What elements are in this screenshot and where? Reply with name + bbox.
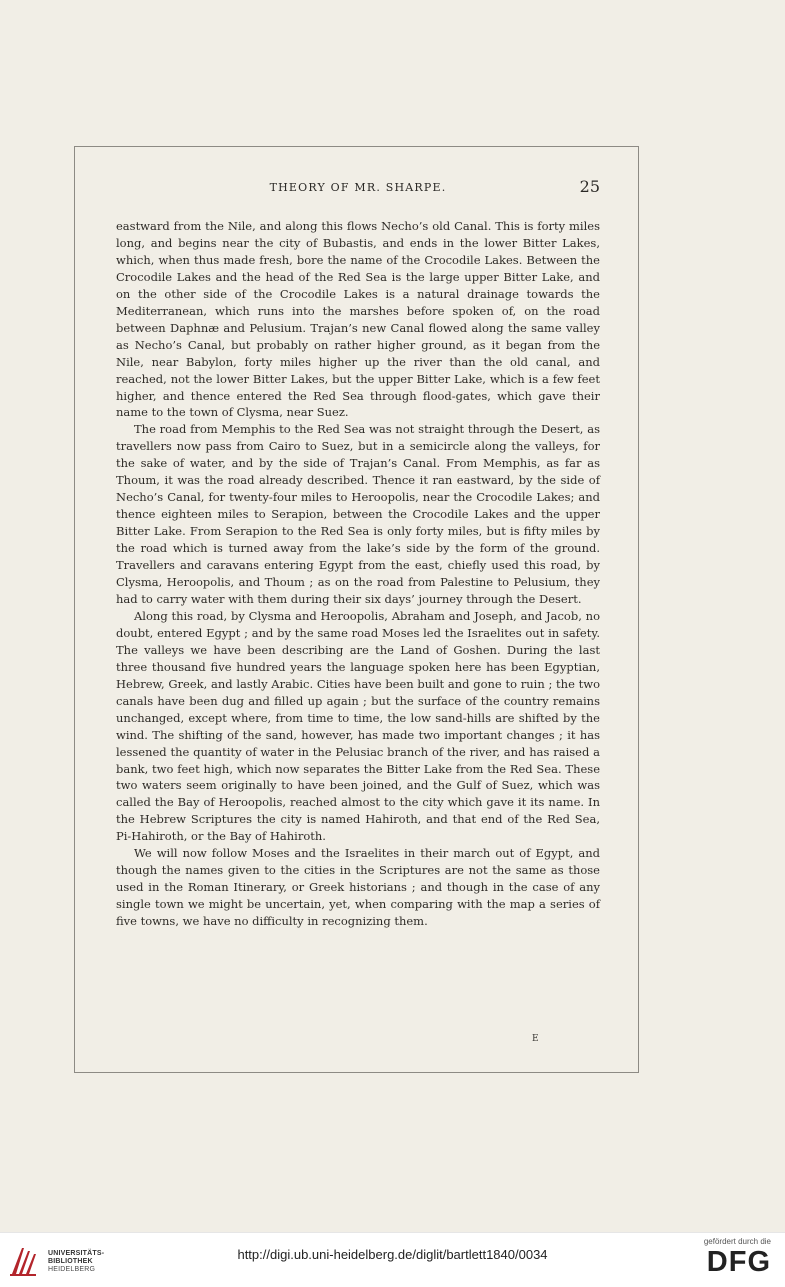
viewer-footer [0, 1232, 785, 1287]
permalink-url[interactable]: http://digi.ub.uni-heidelberg.de/diglit/bartlett1840/0034 [237, 1247, 548, 1262]
paragraph: The road from Memphis to the Red Sea was not straight through the Desert, as travellers now pass from Cairo to Suez, but in a semicircle along the valleys, for the sake of water, and by the side of Trajan’s Canal. From Memphis, as far as Thoum, it was the road already described. Thence it ran eastward, by the side of Necho’s Canal, for twenty-four miles to Heroopolis, near the Crocodile Lakes; and thence eighteen miles to Serapion, between the Crocodile Lakes and the upper Bitter Lake. From Serapion to the Red Sea is only forty miles, but is fifty miles by the road which is turned away from the lake’s side by the form of the ground. Travellers and caravans entering Egypt from the east, chiefly used this road, by Clysma, Heroopolis, and Thoum ; as on the road from Palestine to Pelusium, they had to carry water with them during their six days’ journey through the Desert. [116, 422, 600, 606]
running-head: THEORY OF MR. SHARPE. [269, 181, 447, 194]
library-name-line: BIBLIOTHEK [48, 1258, 93, 1265]
signature-mark: E [532, 1034, 540, 1044]
supported-by-label: gefördert durch die [703, 1237, 771, 1246]
body-text [116, 218, 600, 930]
page-header [116, 177, 600, 201]
page-number: 25 [579, 177, 600, 196]
dfg-logo[interactable] [689, 1237, 771, 1283]
library-name-line: HEIDELBERG [48, 1266, 96, 1273]
paragraph: eastward from the Nile, and along this flows Necho’s old Canal. This is forty miles long, and begins near the city of Bubastis, and ends in the lower Bitter Lakes, which, when thus made fresh, bore the name of the Crocodile Lakes. Between the Crocodile Lakes and the head of the Red Sea is the large upper Bitter Lake, and on the other side of the Crocodile Lakes is a natural drainage towards the Mediterranean, which runs into the marshes before spoken of, on the road between Daphnæ and Pelusium. Trajan’s new Canal flowed along the same valley as Necho’s Canal, but probably on rather higher ground, as it began from the Nile, near Babylon, forty miles higher up the river than the old canal, and reached, not the lower Bitter Lakes, but the upper Bitter Lake, which is a few feet higher, and thence entered the Red Sea through flood-gates, which gave their name to the town of Clysma, near Suez. [116, 219, 600, 420]
paragraph: We will now follow Moses and the Israelites in their march out of Egypt, and though the names given to the cities in the Scriptures are not the same as those used in the Roman Itinerary, or Greek historians ; and though in the case of any single town we might be uncertain, yet, when comparing with the map a series of five towns, we have no difficulty in recognizing them. [116, 846, 600, 929]
library-name-line: UNIVERSITÄTS- [48, 1250, 105, 1257]
paragraph: Along this road, by Clysma and Heroopolis, Abraham and Joseph, and Jacob, no doubt, entered Egypt ; and by the same road Moses led the Israelites out in safety. The valleys we have been describing are the Land of Goshen. During the last three thousand five hundred years the language spoken here has been Egyptian, Hebrew, Greek, and lastly Arabic. Cities have been built and gone to ruin ; the two canals have been dug and filled up again ; but the surface of the country remains unchanged, except where, from time to time, the low sand-hills are shifted by the wind. The shifting of the sand, however, has made two important changes ; it has lessened the quantity of water in the Pelusiac branch of the river, and has raised a bank, two feet high, which now separates the Bitter Lake from the Red Sea. These two waters seem originally to have been joined, and the Gulf of Suez, which was called the Bay of Heroopolis, reached almost to the city which gave it its name. In the Hebrew Scriptures the city is named Hahiroth, and that end of the Red Sea, Pi-Hahiroth, or the Bay of Hahiroth. [116, 608, 600, 844]
dfg-wordmark: DFG [706, 1246, 771, 1278]
